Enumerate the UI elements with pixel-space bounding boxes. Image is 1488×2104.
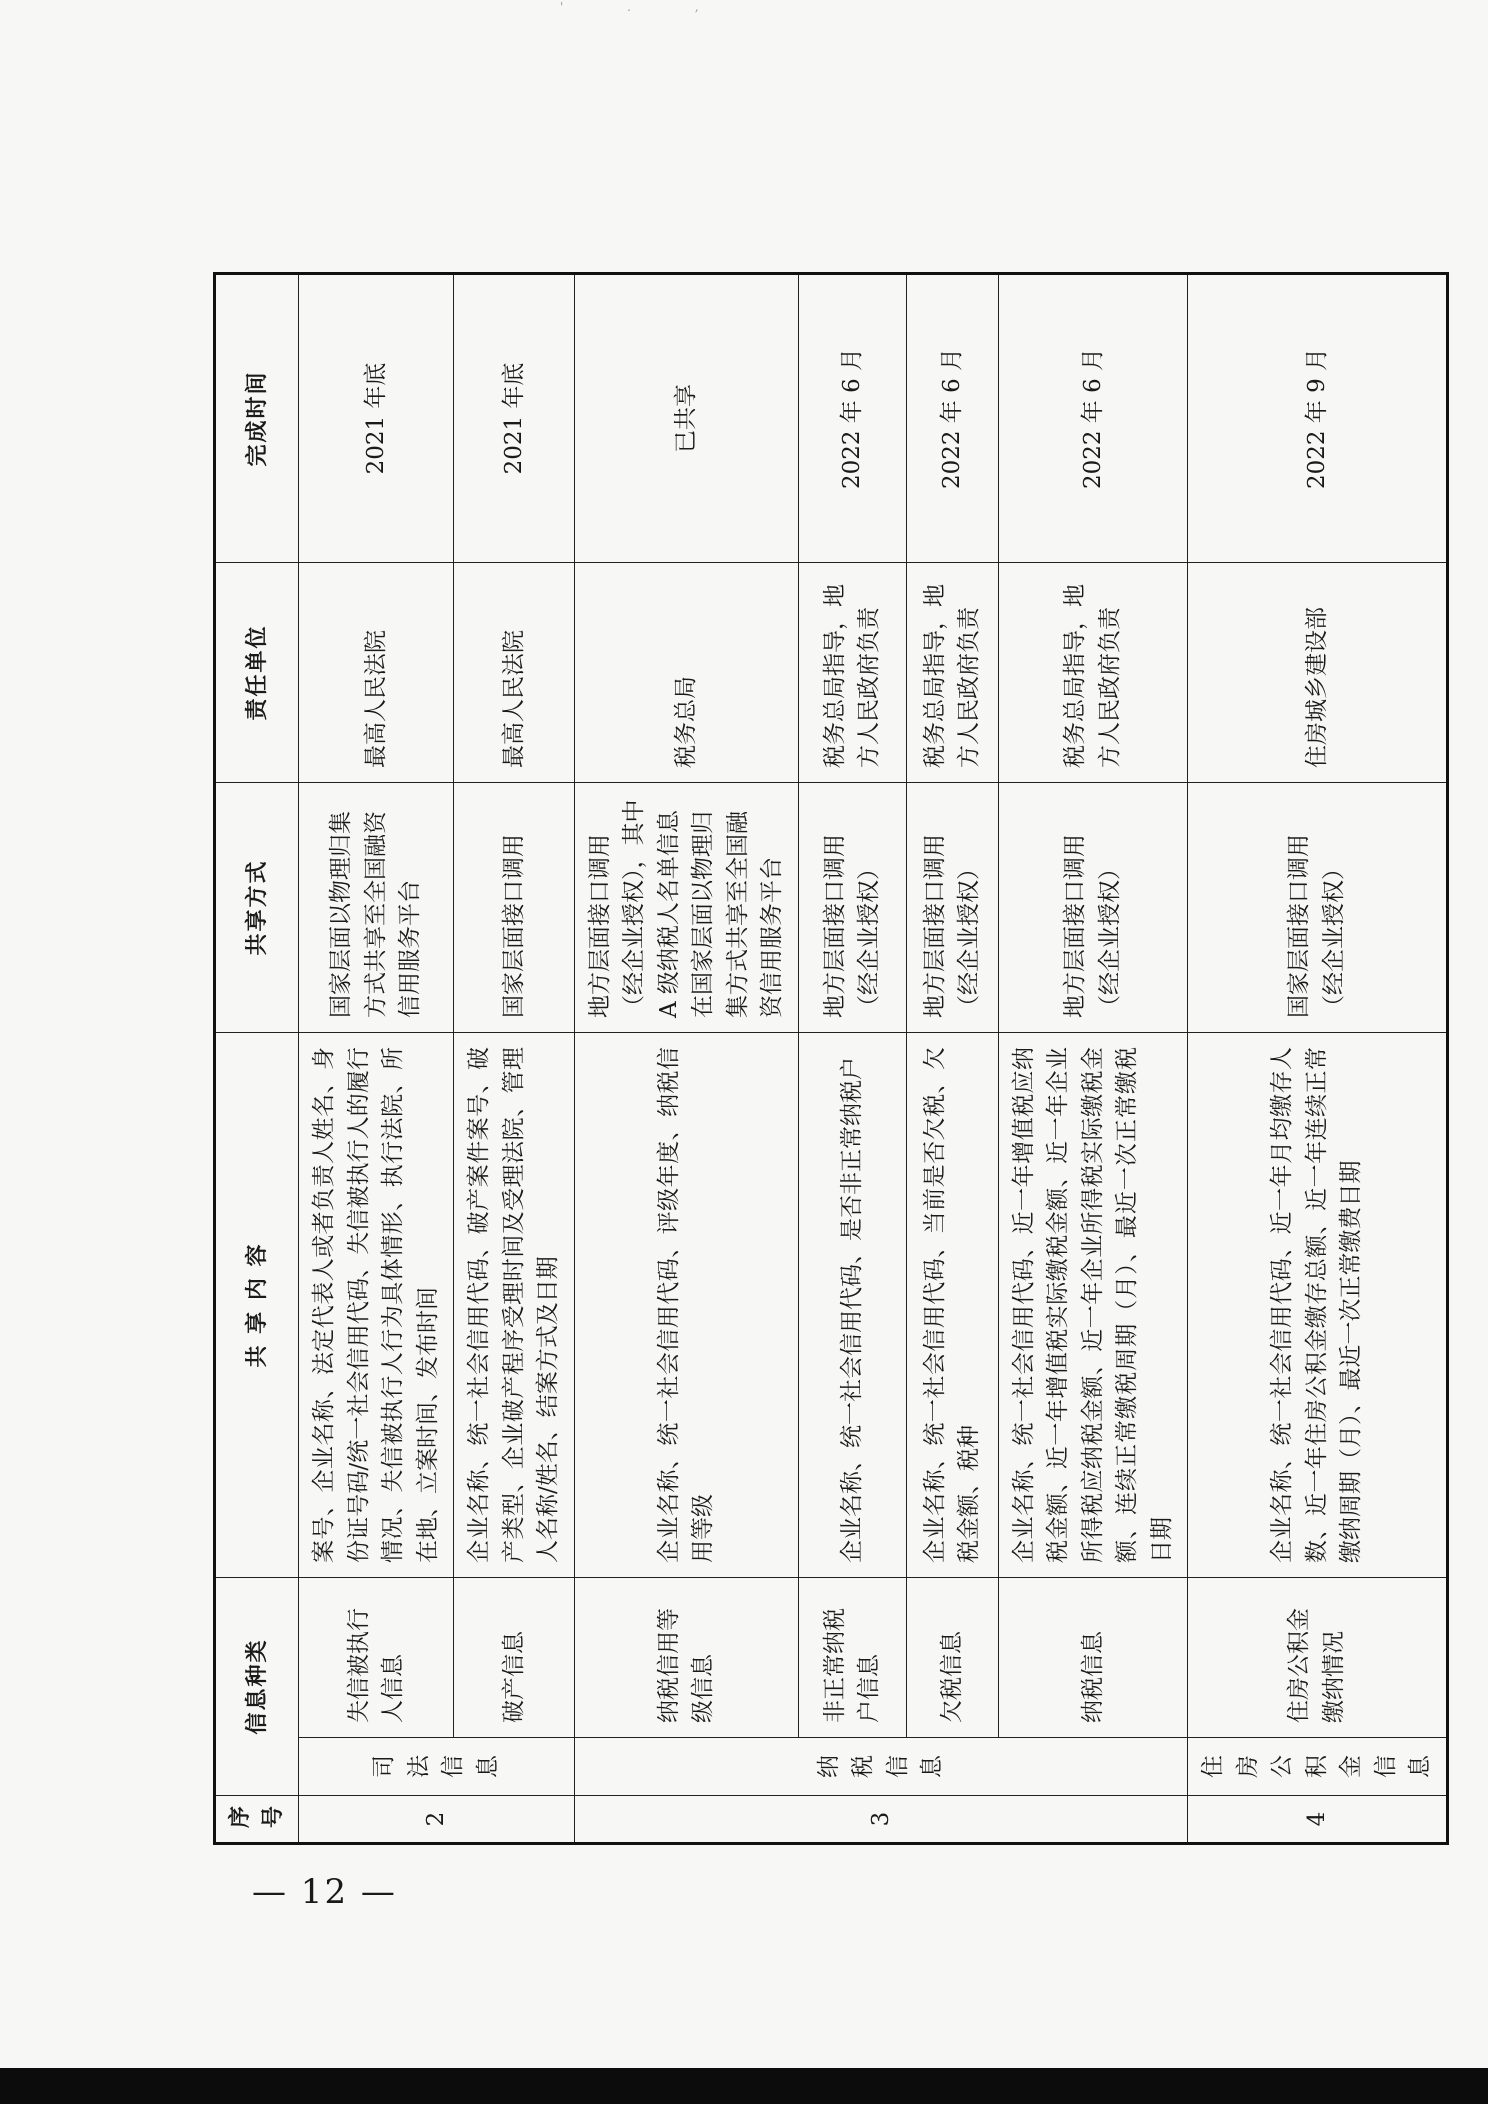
header-type: 信息种类 bbox=[215, 1577, 299, 1795]
header-no: 序号 bbox=[215, 1796, 299, 1844]
responsible-unit: 住房城乡建设部 bbox=[1188, 562, 1448, 782]
row-number: 4 bbox=[1188, 1796, 1448, 1844]
table-header-row bbox=[215, 273, 299, 1843]
table-row bbox=[299, 273, 454, 1843]
share-content: 企业名称、统一社会信用代码、近一年增值税应纳税金额、近一年增值税实际缴税金额、近一年企业所得税应纳税金额、近一年企业所得税实际缴税金额、连续正常缴税周期（月）、最近一次正常缴税日期 bbox=[998, 1032, 1188, 1577]
header-unit: 责任单位 bbox=[215, 562, 299, 782]
completion-time: 2021 年底 bbox=[299, 273, 454, 562]
info-type: 欠税信息 bbox=[906, 1577, 998, 1737]
header-content: 共 享 内 容 bbox=[215, 1032, 299, 1577]
rotated-table-wrapper bbox=[213, 275, 1433, 1845]
share-method: 国家层面接口调用 bbox=[454, 782, 575, 1032]
rotated-table-frame bbox=[213, 275, 1433, 1845]
completion-time: 2022 年 6 月 bbox=[798, 273, 906, 562]
table-row bbox=[798, 273, 906, 1843]
row-number: 2 bbox=[299, 1796, 575, 1844]
share-content: 企业名称、统一社会信用代码、评级年度、纳税信用等级 bbox=[574, 1032, 798, 1577]
completion-time: 2022 年 6 月 bbox=[998, 273, 1188, 562]
share-method: 国家层面以物理归集方式共享至全国融资信用服务平台 bbox=[299, 782, 454, 1032]
completion-time: 2022 年 9 月 bbox=[1188, 273, 1448, 562]
share-content: 企业名称、统一社会信用代码、近一年月均缴存人数、近一年住房公积金缴存总额、近一年连续正常缴纳周期（月）、最近一次正常缴费日期 bbox=[1188, 1032, 1448, 1577]
scan-bottom-edge bbox=[0, 2068, 1488, 2104]
share-method: 国家层面接口调用（经企业授权） bbox=[1188, 782, 1448, 1032]
share-content: 企业名称、统一社会信用代码、当前是否欠税、欠税金额、税种 bbox=[906, 1032, 998, 1577]
table-row bbox=[454, 273, 575, 1843]
header-time: 完成时间 bbox=[215, 273, 299, 562]
share-method: 地方层面接口调用（经企业授权），其中 A 级纳税人名单信息在国家层面以物理归集方式共享至全国融资信用服务平台 bbox=[574, 782, 798, 1032]
completion-time: 2022 年 6 月 bbox=[906, 273, 998, 562]
responsible-unit: 税务总局指导，地方人民政府负责 bbox=[998, 562, 1188, 782]
info-type: 住房公积金缴纳情况 bbox=[1188, 1577, 1448, 1737]
completion-time: 2021 年底 bbox=[454, 273, 575, 562]
responsible-unit: 最高人民法院 bbox=[299, 562, 454, 782]
completion-time: 已共享 bbox=[574, 273, 798, 562]
table-row bbox=[998, 273, 1188, 1843]
table-row bbox=[574, 273, 798, 1843]
info-type: 破产信息 bbox=[454, 1577, 575, 1737]
responsible-unit: 税务总局指导，地方人民政府负责 bbox=[798, 562, 906, 782]
category-label: 司法信息 bbox=[299, 1738, 575, 1796]
table-row bbox=[1188, 273, 1448, 1843]
info-type: 纳税信息 bbox=[998, 1577, 1188, 1737]
info-sharing-table bbox=[213, 272, 1449, 1845]
table-row bbox=[906, 273, 998, 1843]
share-method: 地方层面接口调用（经企业授权） bbox=[906, 782, 998, 1032]
share-method: 地方层面接口调用（经企业授权） bbox=[998, 782, 1188, 1032]
responsible-unit: 税务总局 bbox=[574, 562, 798, 782]
category-label: 住房公积金信息 bbox=[1188, 1738, 1448, 1796]
info-type: 失信被执行人信息 bbox=[299, 1577, 454, 1737]
row-number: 3 bbox=[574, 1796, 1188, 1844]
scan-marks: ' . , bbox=[560, 0, 729, 14]
share-method: 地方层面接口调用（经企业授权） bbox=[798, 782, 906, 1032]
category-label: 纳税信息 bbox=[574, 1738, 1188, 1796]
share-content: 企业名称、统一社会信用代码、是否非正常纳税户 bbox=[798, 1032, 906, 1577]
page-number: — 12 — bbox=[252, 1872, 397, 1912]
share-content: 案号、企业名称、法定代表人或者负责人姓名、身份证号码/统一社会信用代码、失信被执行人的履行情况、失信被执行人行为具体情形、执行法院、所在地、立案时间、发布时间 bbox=[299, 1032, 454, 1577]
responsible-unit: 最高人民法院 bbox=[454, 562, 575, 782]
responsible-unit: 税务总局指导，地方人民政府负责 bbox=[906, 562, 998, 782]
info-type: 非正常纳税户信息 bbox=[798, 1577, 906, 1737]
header-method: 共享方式 bbox=[215, 782, 299, 1032]
share-content: 企业名称、统一社会信用代码、破产案件案号、破产类型、企业破产程序受理时间及受理法院、管理人名称/姓名、结案方式及日期 bbox=[454, 1032, 575, 1577]
info-type: 纳税信用等级信息 bbox=[574, 1577, 798, 1737]
